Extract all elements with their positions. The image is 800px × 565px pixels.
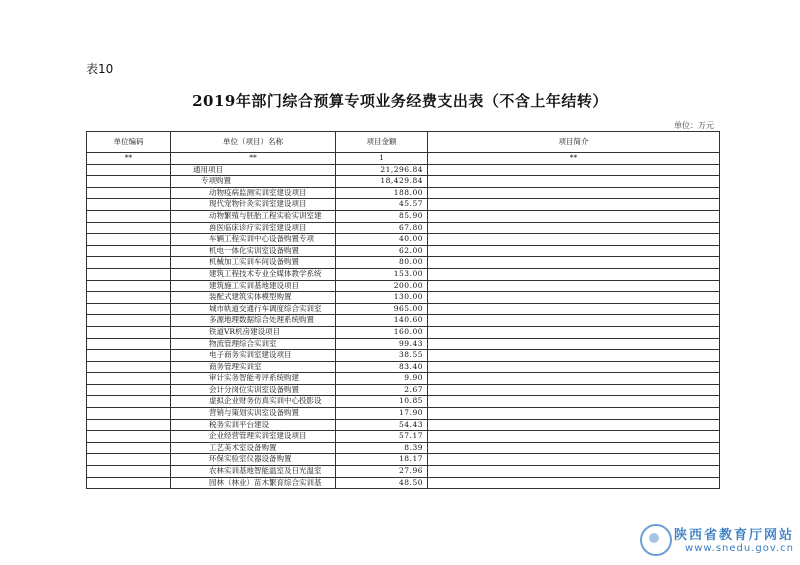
- amount-cell: 54.43: [336, 419, 428, 431]
- amount-cell: 67.80: [336, 222, 428, 234]
- description-cell: [428, 315, 720, 327]
- amount-cell: 188.00: [336, 187, 428, 199]
- description-cell: [428, 268, 720, 280]
- description-cell: [428, 431, 720, 443]
- unit-code-cell: [87, 303, 171, 315]
- project-name-cell: 商务管理实训室: [171, 361, 336, 373]
- amount-cell: 140.60: [336, 315, 428, 327]
- project-name-cell: 铁道VR机房建设项目: [171, 326, 336, 338]
- unit-code-cell: [87, 210, 171, 222]
- unit-code-cell: [87, 187, 171, 199]
- table-row: [87, 222, 720, 234]
- project-name-cell: 动物疫病监测实训室建设项目: [171, 187, 336, 199]
- table-header-row: [87, 132, 720, 153]
- project-name-cell: 会计分岗位实训室设备购置: [171, 384, 336, 396]
- table-row: [87, 350, 720, 362]
- unit-code-cell: [87, 234, 171, 246]
- watermark-url: www.snedu.gov.cn: [685, 543, 794, 554]
- amount-cell: 17.90: [336, 408, 428, 420]
- amount-cell: 9.90: [336, 373, 428, 385]
- project-name-cell: 城市轨道交通行车调度综合实训室: [171, 303, 336, 315]
- amount-cell: 57.17: [336, 431, 428, 443]
- project-name-cell: 审计实务智能考评系统购建: [171, 373, 336, 385]
- description-cell: [428, 303, 720, 315]
- amount-cell: 48.50: [336, 477, 428, 489]
- unit-code-cell: [87, 245, 171, 257]
- project-name-cell: 兽医临床诊疗实训室建设项目: [171, 222, 336, 234]
- project-name-cell: 车辆工程实训中心设备购置专项: [171, 234, 336, 246]
- amount-cell: 85.90: [336, 210, 428, 222]
- description-cell: [428, 280, 720, 292]
- table-row: [87, 257, 720, 269]
- table-row: [87, 373, 720, 385]
- amount-cell: 40.00: [336, 234, 428, 246]
- unit-code-cell: [87, 222, 171, 234]
- project-name-cell: 多源地理数据综合处理系统购置: [171, 315, 336, 327]
- unit-label: 单位：万元: [674, 121, 714, 130]
- project-name-cell: 工艺美术室设备购置: [171, 442, 336, 454]
- project-name-cell: 企业经营管理实训室建设项目: [171, 431, 336, 443]
- table-row: [87, 454, 720, 466]
- unit-code-cell: [87, 315, 171, 327]
- description-cell: [428, 234, 720, 246]
- expenditure-table: [86, 131, 720, 489]
- description-cell: [428, 257, 720, 269]
- unit-code-cell: [87, 442, 171, 454]
- marker-cell: **: [428, 153, 720, 165]
- unit-code-cell: [87, 199, 171, 211]
- description-cell: [428, 419, 720, 431]
- table-row: [87, 164, 720, 176]
- header-description: 项目简介: [428, 132, 720, 153]
- project-name-cell: 装配式建筑实体模型购置: [171, 292, 336, 304]
- unit-code-cell: [87, 176, 171, 188]
- unit-code-cell: [87, 350, 171, 362]
- table-row: [87, 187, 720, 199]
- project-name-cell: 农林实训基地智能温室及日光温室: [171, 466, 336, 478]
- project-name-cell: 动物繁殖与胚胎工程实验实训室建: [171, 210, 336, 222]
- description-cell: [428, 292, 720, 304]
- table-row: [87, 234, 720, 246]
- description-cell: [428, 384, 720, 396]
- description-cell: [428, 373, 720, 385]
- description-cell: [428, 222, 720, 234]
- amount-cell: 62.00: [336, 245, 428, 257]
- amount-cell: 21,296.84: [336, 164, 428, 176]
- description-cell: [428, 210, 720, 222]
- table-row: [87, 292, 720, 304]
- amount-cell: 18.17: [336, 454, 428, 466]
- table-row: [87, 315, 720, 327]
- description-cell: [428, 454, 720, 466]
- project-name-cell: 机械加工实训车间设备购置: [171, 257, 336, 269]
- project-name-cell: 营销与策划实训室设备购置: [171, 408, 336, 420]
- amount-cell: 965.00: [336, 303, 428, 315]
- unit-code-cell: [87, 477, 171, 489]
- amount-cell: 8.39: [336, 442, 428, 454]
- unit-code-cell: [87, 408, 171, 420]
- page-title: 2019年部门综合预算专项业务经费支出表（不含上年结转）: [192, 92, 608, 110]
- table-row: [87, 268, 720, 280]
- unit-code-cell: [87, 419, 171, 431]
- unit-code-cell: [87, 454, 171, 466]
- unit-code-cell: [87, 373, 171, 385]
- amount-cell: 2.67: [336, 384, 428, 396]
- amount-cell: 130.00: [336, 292, 428, 304]
- unit-code-cell: [87, 466, 171, 478]
- project-name-cell: 虚拟企业财务仿真实训中心投影设: [171, 396, 336, 408]
- table-row: [87, 338, 720, 350]
- description-cell: [428, 361, 720, 373]
- project-name-cell: 通用项目: [171, 164, 336, 176]
- table-row: [87, 361, 720, 373]
- amount-cell: 80.00: [336, 257, 428, 269]
- amount-cell: 153.00: [336, 268, 428, 280]
- table-row: [87, 477, 720, 489]
- watermark-site-name: 陕西省教育厅网站: [673, 528, 794, 543]
- table-row: [87, 396, 720, 408]
- marker-cell: 1: [336, 153, 428, 165]
- unit-code-cell: [87, 338, 171, 350]
- amount-cell: 10.85: [336, 396, 428, 408]
- unit-code-cell: [87, 164, 171, 176]
- seal-logo-icon: [640, 524, 672, 556]
- description-cell: [428, 199, 720, 211]
- table-row: [87, 176, 720, 188]
- description-cell: [428, 350, 720, 362]
- site-watermark: [674, 524, 794, 554]
- table-row: [87, 210, 720, 222]
- amount-cell: 27.96: [336, 466, 428, 478]
- description-cell: [428, 396, 720, 408]
- project-name-cell: 电子商务实训室建设项目: [171, 350, 336, 362]
- description-cell: [428, 187, 720, 199]
- header-unit-code: 单位编码: [87, 132, 171, 153]
- project-name-cell: 税务实训平台建设: [171, 419, 336, 431]
- unit-code-cell: [87, 268, 171, 280]
- table-row: [87, 442, 720, 454]
- table-row: [87, 199, 720, 211]
- description-cell: [428, 176, 720, 188]
- amount-cell: 38.55: [336, 350, 428, 362]
- description-cell: [428, 245, 720, 257]
- unit-code-cell: [87, 431, 171, 443]
- project-name-cell: 建筑施工实训基地建设项目: [171, 280, 336, 292]
- project-name-cell: 现代宠物针灸实训室建设项目: [171, 199, 336, 211]
- unit-code-cell: [87, 280, 171, 292]
- marker-cell: **: [171, 153, 336, 165]
- header-unit-name: 单位（项目）名称: [171, 132, 336, 153]
- table-row: [87, 419, 720, 431]
- table-row: [87, 303, 720, 315]
- unit-code-cell: [87, 384, 171, 396]
- project-name-cell: 建筑工程技术专业全媒体教学系统: [171, 268, 336, 280]
- amount-cell: 83.40: [336, 361, 428, 373]
- amount-cell: 18,429.84: [336, 176, 428, 188]
- project-name-cell: 园林（林业）苗木繁育综合实训基: [171, 477, 336, 489]
- table-row: [87, 326, 720, 338]
- marker-cell: **: [87, 153, 171, 165]
- unit-code-cell: [87, 396, 171, 408]
- unit-code-cell: [87, 326, 171, 338]
- project-name-cell: 物流管理综合实训室: [171, 338, 336, 350]
- header-amount: 项目金额: [336, 132, 428, 153]
- table-row: [87, 384, 720, 396]
- project-name-cell: 专项购置: [171, 176, 336, 188]
- description-cell: [428, 326, 720, 338]
- unit-code-cell: [87, 257, 171, 269]
- project-name-cell: 机电一体化实训室设备购置: [171, 245, 336, 257]
- description-cell: [428, 466, 720, 478]
- amount-cell: 45.57: [336, 199, 428, 211]
- project-name-cell: 环保实验室仪器设备购置: [171, 454, 336, 466]
- table-row: [87, 431, 720, 443]
- unit-code-cell: [87, 361, 171, 373]
- unit-code-cell: [87, 292, 171, 304]
- amount-cell: 200.00: [336, 280, 428, 292]
- description-cell: [428, 164, 720, 176]
- amount-cell: 160.00: [336, 326, 428, 338]
- table-row: [87, 408, 720, 420]
- description-cell: [428, 442, 720, 454]
- table-row: [87, 245, 720, 257]
- marker-row: [87, 153, 720, 165]
- amount-cell: 99.43: [336, 338, 428, 350]
- description-cell: [428, 408, 720, 420]
- description-cell: [428, 477, 720, 489]
- description-cell: [428, 338, 720, 350]
- table-number-label: 表10: [86, 62, 114, 76]
- table-row: [87, 280, 720, 292]
- table-row: [87, 466, 720, 478]
